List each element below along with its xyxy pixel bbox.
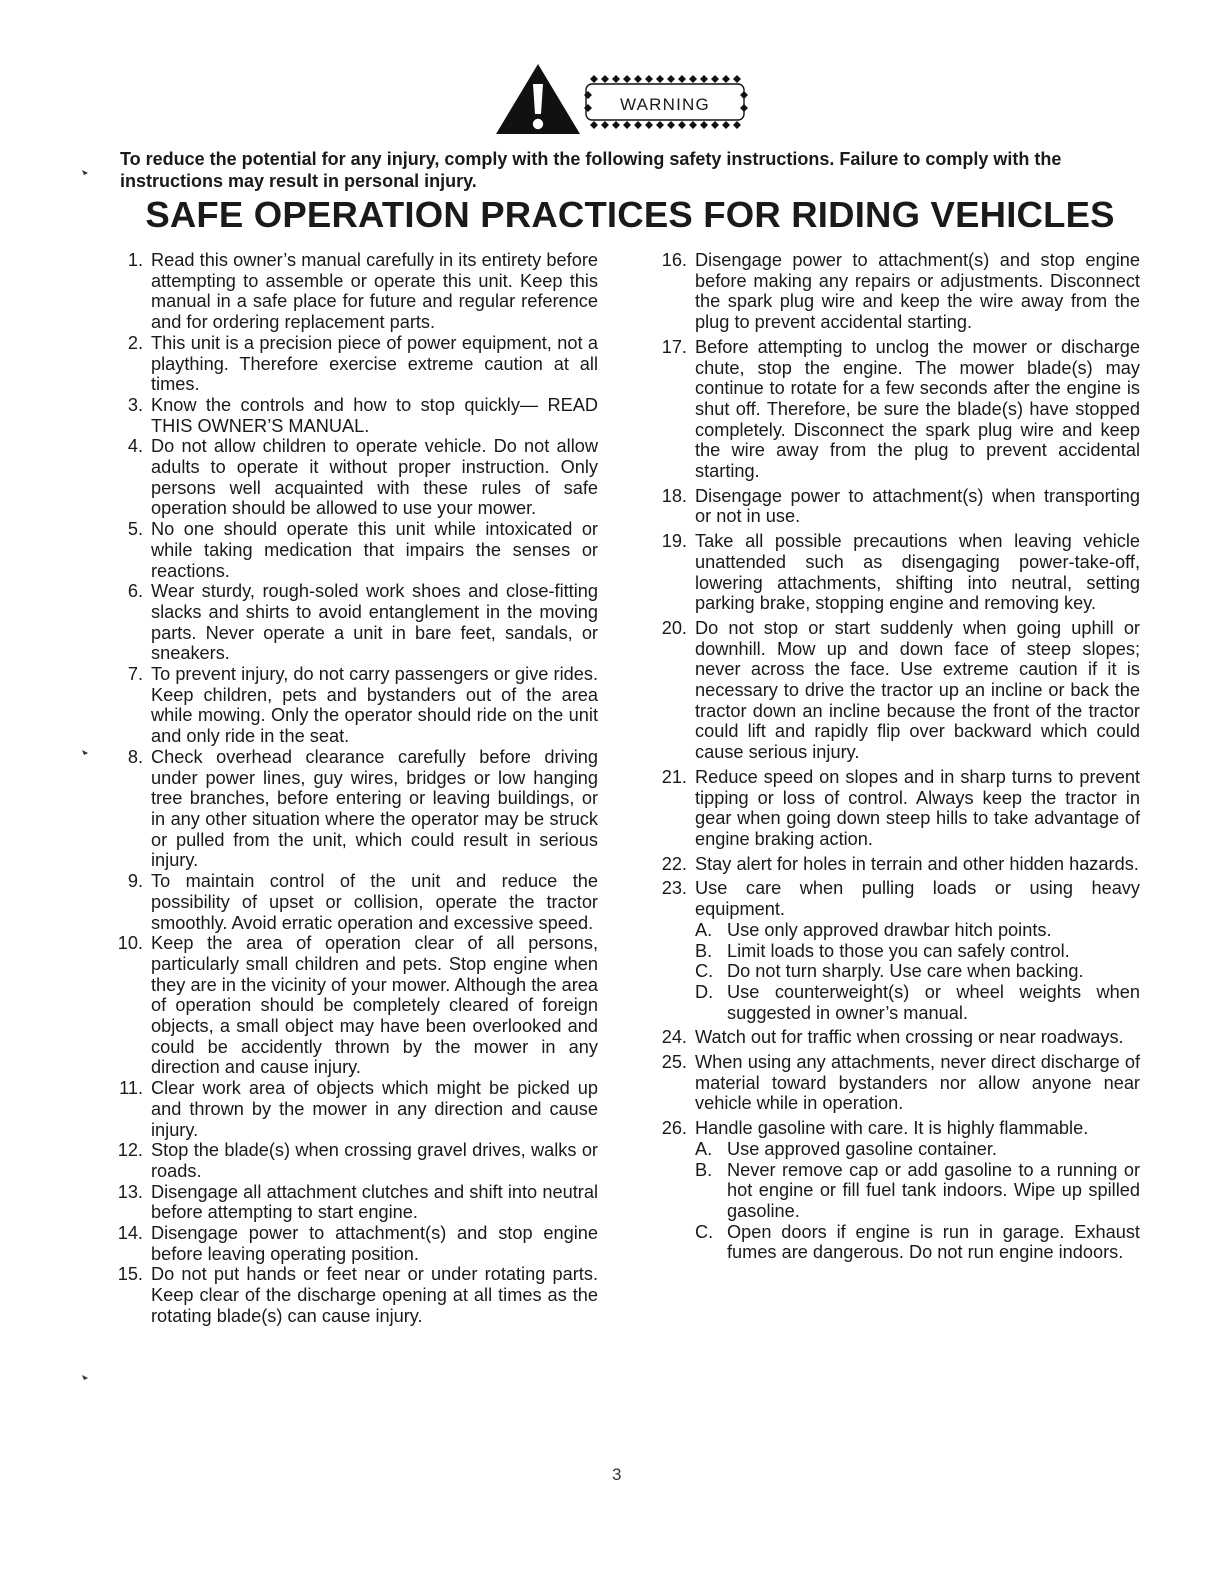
rule-item [113, 871, 598, 933]
rule-number: 18. [661, 485, 687, 506]
sub-text: Use counterweight(s) or wheel weights when suggested in owner’s manual. [727, 981, 1140, 1023]
rule-text: Do not stop or start suddenly when going uphill or downhill. Mow up and down face of steep slopes; never across the face. Use extreme caution if it is necessary to drive the tractor up an incline or back the tractor down an incline because the front of the tractor could lift and rapidly flip over backward which could cause serious injury. [695, 617, 1140, 763]
warning-header [494, 62, 774, 140]
rule-text: This unit is a precision piece of power equipment, not a plaything. Therefore exercise extreme caution at all times. [151, 332, 598, 395]
scan-mark [82, 170, 88, 176]
rule-item [653, 337, 1140, 482]
sub-text: Do not turn sharply. Use care when backing. [727, 961, 1084, 982]
rule-number: 6. [127, 581, 143, 602]
rule-text: Check overhead clearance carefully before driving under power lines, guy wires, bridges or low hanging tree branches, before entering or leaving buildings, or in any other situation where the operator may be struck or pulled from the unit, which could result in serious injury. [151, 746, 598, 871]
rule-item [113, 333, 598, 395]
rule-text: Clear work area of objects which might be picked up and thrown by the mower in any direction and cause injury. [151, 1078, 598, 1140]
rule-item [653, 878, 1140, 1023]
rule-text: Disengage power to attachment(s) and stop engine before leaving operating position. [151, 1223, 598, 1264]
page-title: SAFE OPERATION PRACTICES FOR RIDING VEHICLES [145, 194, 1115, 235]
sub-item [695, 1160, 1140, 1222]
rule-item [653, 531, 1140, 614]
warning-label: WARNING [620, 95, 710, 114]
rule-text: Before attempting to unclog the mower or discharge chute, stop the engine. The mower blade(s) may continue to rotate for a few seconds after the engine is shut off. Therefore, be sure the blade(s) have stopped completely. Disconnect the spark plug wire and keep the wire away from the plug to prevent accidental starting. [695, 336, 1140, 482]
page-number: 3 [612, 1465, 622, 1484]
rule-item [113, 1223, 598, 1264]
rule-text: Disengage power to attachment(s) when transporting or not in use. [695, 485, 1140, 527]
rule-number: 5. [127, 519, 143, 540]
rule-item [653, 854, 1140, 875]
sub-letter: B. [695, 1159, 713, 1180]
rule-item [113, 395, 598, 436]
rule-item [113, 1264, 598, 1326]
rule-number: 14. [117, 1223, 143, 1244]
rule-number: 15. [117, 1264, 143, 1285]
rule-text: Watch out for traffic when crossing or near roadways. [695, 1027, 1124, 1048]
sub-list [695, 920, 1140, 1024]
rule-number: 25. [661, 1052, 687, 1073]
rule-number: 22. [661, 853, 687, 874]
rule-number: 1. [127, 250, 143, 270]
scan-mark [82, 1375, 88, 1381]
rule-text: To prevent injury, do not carry passengers or give rides. Keep children, pets and bystanders out of the area while mowing. Only the operator should ride on the unit and only ride in the seat. [151, 664, 598, 747]
rule-item [113, 519, 598, 581]
rule-text: Use care when pulling loads or using heavy equipment. [695, 878, 1140, 920]
sub-item [695, 941, 1140, 962]
rule-text: Wear sturdy, rough-soled work shoes and close-fitting slacks and shirts to avoid entanglement in the moving parts. Never operate a unit in bare feet, sandals, or sneakers. [151, 581, 598, 664]
rule-number: 19. [661, 531, 687, 552]
sub-letter: C. [695, 1221, 714, 1242]
sub-letter: B. [695, 940, 713, 961]
rule-number: 11. [119, 1078, 143, 1099]
rule-text: Handle gasoline with care. It is highly flammable. [695, 1118, 1089, 1139]
scan-mark [82, 750, 88, 756]
rule-text: No one should operate this unit while intoxicated or while taking medication that impairs the senses or reactions. [151, 519, 598, 581]
rules-list-left [113, 250, 598, 1327]
sub-text: Use approved gasoline container. [727, 1138, 997, 1159]
rule-number: 4. [127, 436, 143, 457]
rule-item [653, 250, 1140, 333]
sub-text: Limit loads to those you can safely control. [727, 940, 1070, 961]
rule-text: Stay alert for holes in terrain and other hidden hazards. [695, 853, 1139, 874]
sub-list [695, 1139, 1140, 1263]
rule-number: 9. [127, 871, 143, 892]
rule-number: 17. [661, 336, 687, 357]
rule-number: 23. [661, 878, 687, 899]
sub-item [695, 1139, 1140, 1160]
rule-number: 13. [117, 1181, 143, 1202]
sub-text: Use only approved drawbar hitch points. [727, 919, 1052, 940]
rule-text: Reduce speed on slopes and in sharp turns to prevent tipping or loss of control. Always keep the tractor in gear when going down steep hills to take advantage of engine braking action. [695, 766, 1140, 849]
rule-text: To maintain control of the unit and reduce the possibility of upset or collision, operate the tractor smoothly. Avoid erratic operation and excessive speed. [151, 871, 598, 933]
rule-item [653, 618, 1140, 763]
rule-item [113, 250, 598, 333]
rule-text: Know the controls and how to stop quickly— READ THIS OWNER’S MANUAL. [151, 394, 598, 436]
rule-text: When using any attachments, never direct discharge of material toward bystanders nor allow anyone near vehicle while in operation. [695, 1052, 1140, 1114]
rule-item [113, 747, 598, 871]
sub-item [695, 961, 1140, 982]
rule-item [653, 1052, 1140, 1114]
rule-item [113, 1140, 598, 1181]
rule-number: 7. [127, 664, 143, 685]
rule-text: Do not put hands or feet near or under rotating parts. Keep clear of the discharge opening at all times as the rotating blade(s) can cause injury. [151, 1264, 598, 1326]
rule-number: 21. [661, 766, 687, 787]
rule-item [653, 1118, 1140, 1263]
rule-number: 26. [661, 1118, 687, 1139]
sub-text: Open doors if engine is run in garage. Exhaust fumes are dangerous. Do not run engine indoors. [727, 1221, 1140, 1263]
rule-text: Stop the blade(s) when crossing gravel drives, walks or roads. [151, 1140, 598, 1181]
rule-item [113, 933, 598, 1078]
rule-item [113, 1182, 598, 1223]
sub-letter: A. [695, 919, 713, 940]
rule-text: Keep the area of operation clear of all persons, particularly small children and pets. Stop engine when they are in the vicinity of your mower. Although the area of operation should be completely cleared of foreign objects, a small object may have been overlooked and could be accidently thrown by the mower in any direction and cause injury. [151, 933, 598, 1078]
sub-letter: D. [695, 981, 714, 1002]
rule-number: 24. [661, 1027, 687, 1048]
rule-number: 8. [127, 746, 143, 767]
sub-letter: C. [695, 961, 714, 982]
rule-number: 3. [127, 394, 143, 415]
rule-item [113, 1078, 598, 1140]
rule-item [113, 664, 598, 747]
rule-text: Read this owner’s manual carefully in its entirety before attempting to assemble or operate this unit. Keep this manual in a safe place for future and regular reference and for ordering replacement parts. [151, 250, 598, 333]
rule-item [113, 581, 598, 664]
rule-item [653, 767, 1140, 850]
rule-text: Disengage power to attachment(s) and stop engine before making any repairs or adjustments. Disconnect the spark plug wire and keep the wire away from the plug to prevent accidental starting. [695, 250, 1140, 333]
sub-item [695, 1222, 1140, 1263]
sub-item [695, 920, 1140, 941]
rule-number: 10. [117, 933, 143, 954]
intro-text: To reduce the potential for any injury, comply with the following safety instructions. Failure to comply with the instructions may result in personal injury. [120, 149, 1062, 191]
rule-text: Take all possible precautions when leaving vehicle unattended such as disengaging power-take-off, lowering attachments, shifting into neutral, setting parking brake, stopping engine and removing key. [695, 531, 1140, 614]
sub-item [695, 982, 1140, 1023]
rule-number: 2. [127, 332, 143, 353]
rules-column-right [653, 250, 1140, 1267]
rule-item [653, 486, 1140, 527]
rule-item [653, 1027, 1140, 1048]
rule-number: 16. [661, 250, 687, 270]
sub-text: Never remove cap or add gasoline to a running or hot engine or fill fuel tank indoors. Wipe up spilled gasoline. [727, 1159, 1140, 1221]
rule-item [113, 436, 598, 519]
rules-list-right [653, 250, 1140, 1263]
rule-number: 12. [117, 1140, 143, 1161]
rule-text: Do not allow children to operate vehicle. Do not allow adults to operate it without proper instruction. Only persons well acquainted with these rules of safe operation should be allowed to use your mower. [151, 436, 598, 519]
rule-number: 20. [661, 617, 687, 638]
rule-text: Disengage all attachment clutches and shift into neutral before attempting to start engine. [151, 1181, 598, 1223]
rules-column-left [113, 250, 598, 1327]
sub-letter: A. [695, 1138, 713, 1159]
